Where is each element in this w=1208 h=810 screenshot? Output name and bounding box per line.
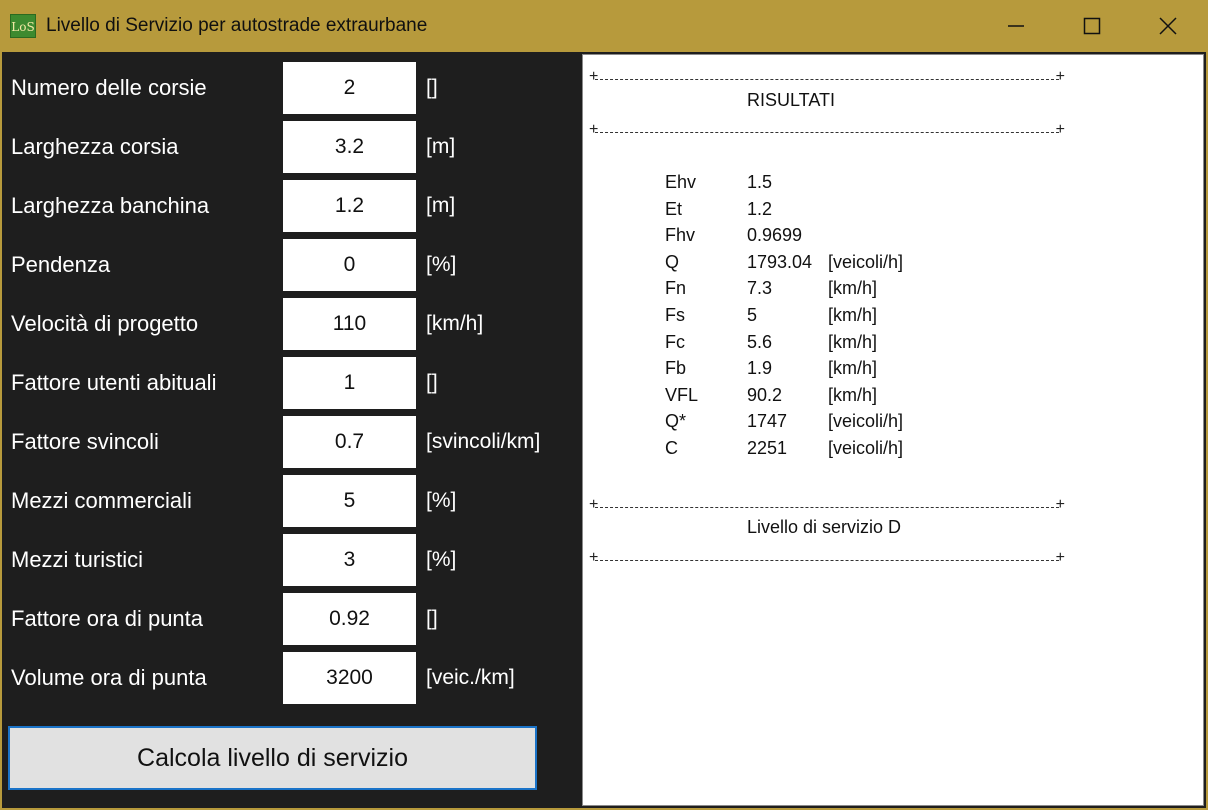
field-input[interactable] — [283, 239, 416, 291]
field-unit: [svincoli/km] — [426, 430, 541, 453]
result-value: 5.6 — [747, 331, 773, 352]
level-of-service: Livello di servizio D — [747, 517, 902, 537]
minimize-icon — [1006, 16, 1026, 36]
result-unit: [veicoli/h] — [828, 438, 904, 458]
field-input[interactable] — [283, 357, 416, 409]
field-unit: [%] — [426, 253, 457, 276]
results-panel — [582, 54, 1204, 806]
result-value: 2251 — [747, 438, 788, 458]
field-input[interactable] — [283, 475, 416, 527]
field-unit: [] — [426, 371, 438, 394]
result-unit: [km/h] — [828, 305, 878, 325]
result-value: 90.2 — [747, 384, 783, 405]
calculate-button[interactable]: Calcola livello di servizio — [8, 726, 537, 790]
field-unit: [] — [426, 76, 438, 99]
field-unit: [m] — [426, 135, 456, 158]
field-input[interactable] — [283, 121, 416, 173]
result-unit: [km/h] — [828, 358, 878, 379]
result-key: Fs — [665, 305, 685, 325]
field-label: Velocità di progetto — [11, 311, 199, 336]
result-unit: [km/h] — [828, 331, 878, 352]
field-label: Fattore svincoli — [11, 429, 159, 454]
field-input[interactable] — [283, 298, 416, 350]
result-value: 1.2 — [747, 198, 773, 219]
result-unit: [veicoli/h] — [828, 411, 904, 432]
field-unit: [veic./km] — [426, 666, 515, 689]
app-icon: LoS — [10, 14, 36, 38]
separator: + + — [589, 121, 1065, 138]
result-value: 1.5 — [747, 172, 773, 192]
maximize-icon — [1082, 16, 1102, 36]
field-input[interactable] — [283, 416, 416, 468]
field-unit: [] — [426, 607, 438, 630]
field-label: Mezzi commerciali — [11, 488, 192, 513]
field-input[interactable] — [283, 593, 416, 645]
field-label: Numero delle corsie — [11, 75, 207, 100]
result-key: Q — [665, 251, 680, 272]
field-label: Larghezza corsia — [11, 134, 179, 159]
close-icon — [1158, 16, 1178, 36]
result-value: 1793.04 — [747, 251, 813, 272]
separator: + + — [589, 68, 1065, 85]
result-value: 5 — [747, 305, 758, 325]
field-input[interactable] — [283, 534, 416, 586]
title-bar[interactable] — [0, 0, 1208, 52]
result-key: Fn — [665, 278, 687, 299]
field-label: Fattore utenti abituali — [11, 370, 217, 395]
results-header: RISULTATI — [747, 90, 836, 110]
result-value: 1.9 — [747, 358, 773, 379]
result-key: C — [665, 438, 678, 458]
result-key: Fhv — [665, 225, 696, 246]
field-input[interactable] — [283, 62, 416, 114]
field-input[interactable] — [283, 180, 416, 232]
field-label: Fattore ora di punta — [11, 606, 204, 631]
result-value: 1747 — [747, 411, 788, 432]
result-key: VFL — [665, 384, 699, 405]
separator: + + — [589, 496, 1065, 513]
field-unit: [m] — [426, 194, 456, 217]
field-input[interactable] — [283, 652, 416, 704]
window-title: Livello di Servizio per autostrade extraurbane — [46, 15, 428, 36]
result-value: 7.3 — [747, 278, 773, 299]
result-unit: [km/h] — [828, 278, 878, 299]
result-key: Q* — [665, 411, 687, 432]
field-label: Volume ora di punta — [11, 665, 207, 690]
field-unit: [km/h] — [426, 312, 484, 335]
result-unit: [km/h] — [828, 384, 878, 405]
field-label: Pendenza — [11, 252, 111, 277]
result-key: Et — [665, 198, 683, 219]
main-panel — [2, 52, 1206, 808]
separator: + + — [589, 549, 1065, 566]
minimize-button[interactable] — [978, 0, 1054, 52]
result-unit: [veicoli/h] — [828, 251, 904, 272]
result-key: Ehv — [665, 172, 697, 192]
result-key: Fb — [665, 358, 687, 379]
field-unit: [%] — [426, 548, 457, 571]
field-label: Larghezza banchina — [11, 193, 210, 218]
result-value: 0.9699 — [747, 225, 803, 246]
field-unit: [%] — [426, 489, 457, 512]
close-button[interactable] — [1130, 0, 1206, 52]
maximize-button[interactable] — [1054, 0, 1130, 52]
field-label: Mezzi turistici — [11, 547, 144, 572]
result-key: Fc — [665, 331, 685, 352]
